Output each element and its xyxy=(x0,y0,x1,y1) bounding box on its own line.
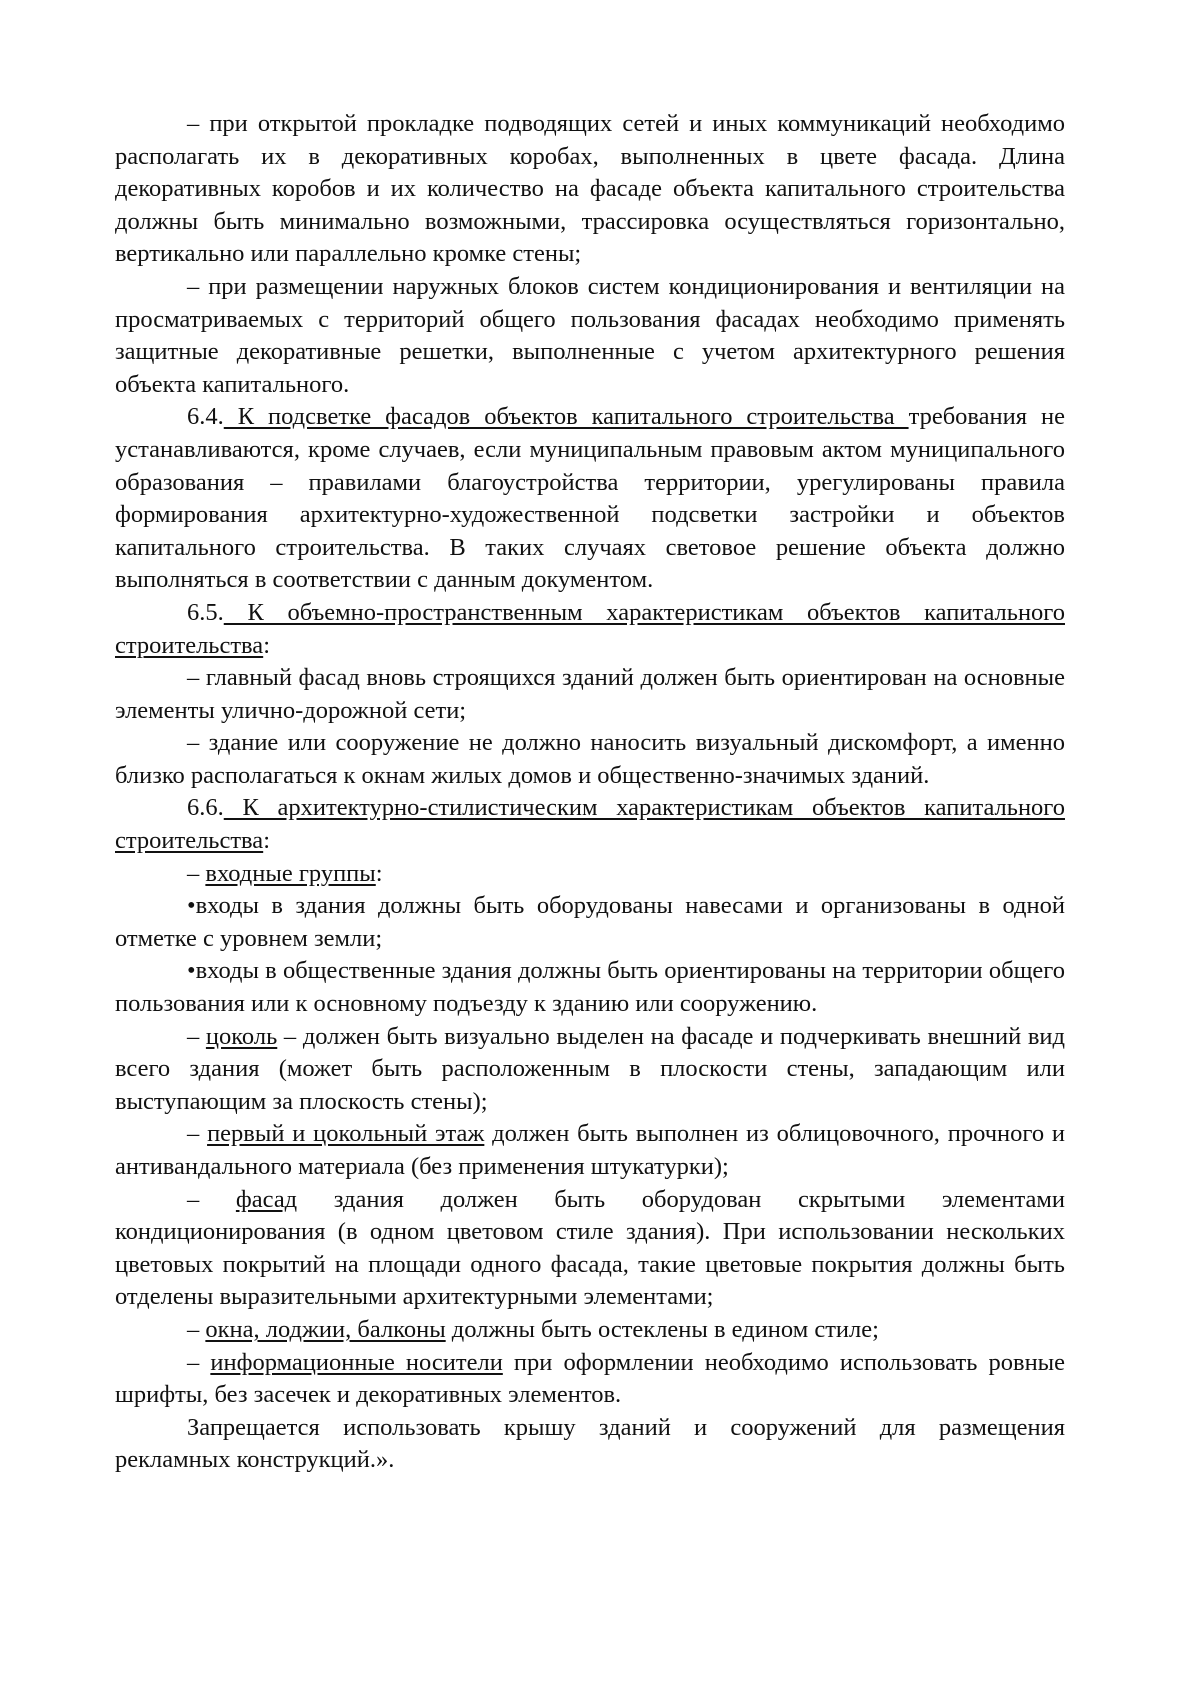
section-heading: К подсветке фасадов объектов капитального строительства xyxy=(223,403,909,431)
text-segment: должен быть выполнен из облицовочного, прочного и антивандального материала (без применения штукатурки); xyxy=(115,1120,1065,1180)
paragraph-6-4-lighting xyxy=(115,401,1065,597)
paragraph-ventilation xyxy=(115,271,1065,401)
text-segment: требования не устанавливаются, кроме случаев, если муниципальным правовым актом муниципального образования – правилами благоустройства территории, урегулированы правила формирования архитектурно-художественной подсветки застройки и объектов капитального строительства. В таких случаях световое решение объекта должно выполняться в соответствии с данным документом. xyxy=(115,403,1065,594)
section-number: 6.5. xyxy=(187,598,224,626)
text-segment: – при размещении наружных блоков систем кондиционирования и вентиляции на просматриваемых с территорий общего пользования фасадах необходимо применять защитные декоративные решетки, выполненные с учетом архитектурного решения объекта капитального. xyxy=(115,272,1065,398)
paragraph-roof-ban xyxy=(115,1412,1065,1477)
text-segment: – xyxy=(187,1022,206,1050)
text-segment: – xyxy=(187,1120,208,1148)
paragraph-entrance-groups xyxy=(115,858,1065,891)
text-segment: – xyxy=(187,1315,206,1343)
text-segment: – должен быть визуально выделен на фасаде и подчеркивать внешний вид всего здания (может быть расположенным в плоскости стены, западающим или выступающим за плоскость стены); xyxy=(115,1022,1065,1115)
term-underlined: входные группы xyxy=(205,859,376,887)
text-segment: – здание или сооружение не должно наносить визуальный дискомфорт, а именно близко располагаться к окнам жилых домов и общественно-значимых зданий. xyxy=(115,729,1065,789)
paragraph-visual-discomfort xyxy=(115,727,1065,792)
text-segment: : xyxy=(263,827,270,855)
paragraph-pipes xyxy=(115,108,1065,271)
term-underlined: информационные носители xyxy=(210,1348,503,1376)
text-segment: – при открытой прокладке подводящих сетей и иных коммуникаций необходимо располагать их в декоративных коробах, выполненных в цвете фасада. Длина декоративных коробов и их количество на фасаде объекта капитального строительства должны быть минимально возможными, трассировка осуществляться горизонтально, вертикально или параллельно кромке стены; xyxy=(115,110,1065,268)
section-number: 6.6. xyxy=(187,794,224,822)
text-segment: здания должен быть оборудован скрытыми элементами кондиционирования (в одном цветовом стиле здания). При использовании нескольких цветовых покрытий на площади одного фасада, такие цветовые покрытия должны быть отделены выразительными архитектурными элементами; xyxy=(115,1185,1066,1311)
text-segment: при оформлении необходимо использовать ровные шрифты, без засечек и декоративных элементов. xyxy=(115,1348,1066,1409)
section-number: 6.4. xyxy=(187,403,224,431)
term-underlined: окна, лоджии, балконы xyxy=(205,1315,446,1343)
text-segment: : xyxy=(375,859,383,887)
paragraph-plinth xyxy=(115,1021,1065,1119)
section-heading: К объемно-пространственным характеристикам объектов капитального строительства xyxy=(115,598,1065,659)
text-segment: – xyxy=(187,1348,211,1376)
paragraph-6-6-heading xyxy=(115,792,1065,857)
paragraph-windows xyxy=(115,1314,1065,1347)
term-underlined: первый и цокольный этаж xyxy=(207,1120,485,1148)
section-heading: К архитектурно-стилистическим характеристикам объектов капитального строительства xyxy=(115,794,1065,855)
paragraph-main-facade xyxy=(115,662,1065,727)
text-segment: должны быть остеклены в едином стиле; xyxy=(445,1315,879,1343)
text-segment: – xyxy=(187,859,206,887)
text-segment: – xyxy=(187,1185,236,1213)
paragraph-bullet-public-entrances xyxy=(115,955,1065,1020)
text-segment: : xyxy=(263,631,270,659)
paragraph-info-carriers xyxy=(115,1347,1065,1412)
text-segment: •входы в общественные здания должны быть ориентированы на территории общего пользования или к основному подъезду к зданию или сооружению. xyxy=(115,957,1065,1018)
text-segment: Запрещается использовать крышу зданий и сооружений для размещения рекламных конструкций.». xyxy=(115,1413,1065,1474)
text-segment: •входы в здания должны быть оборудованы навесами и организованы в одной отметке с уровнем земли; xyxy=(115,892,1065,952)
term-underlined: фасад xyxy=(235,1185,298,1213)
paragraph-facade xyxy=(115,1184,1065,1314)
paragraph-6-5-heading xyxy=(115,597,1065,662)
paragraph-first-floor xyxy=(115,1118,1065,1183)
term-underlined: цоколь xyxy=(205,1022,278,1050)
document-body xyxy=(115,108,1065,1477)
text-segment: – главный фасад вновь строящихся зданий должен быть ориентирован на основные элементы улично-дорожной сети; xyxy=(115,664,1065,724)
paragraph-bullet-entrances xyxy=(115,890,1065,955)
